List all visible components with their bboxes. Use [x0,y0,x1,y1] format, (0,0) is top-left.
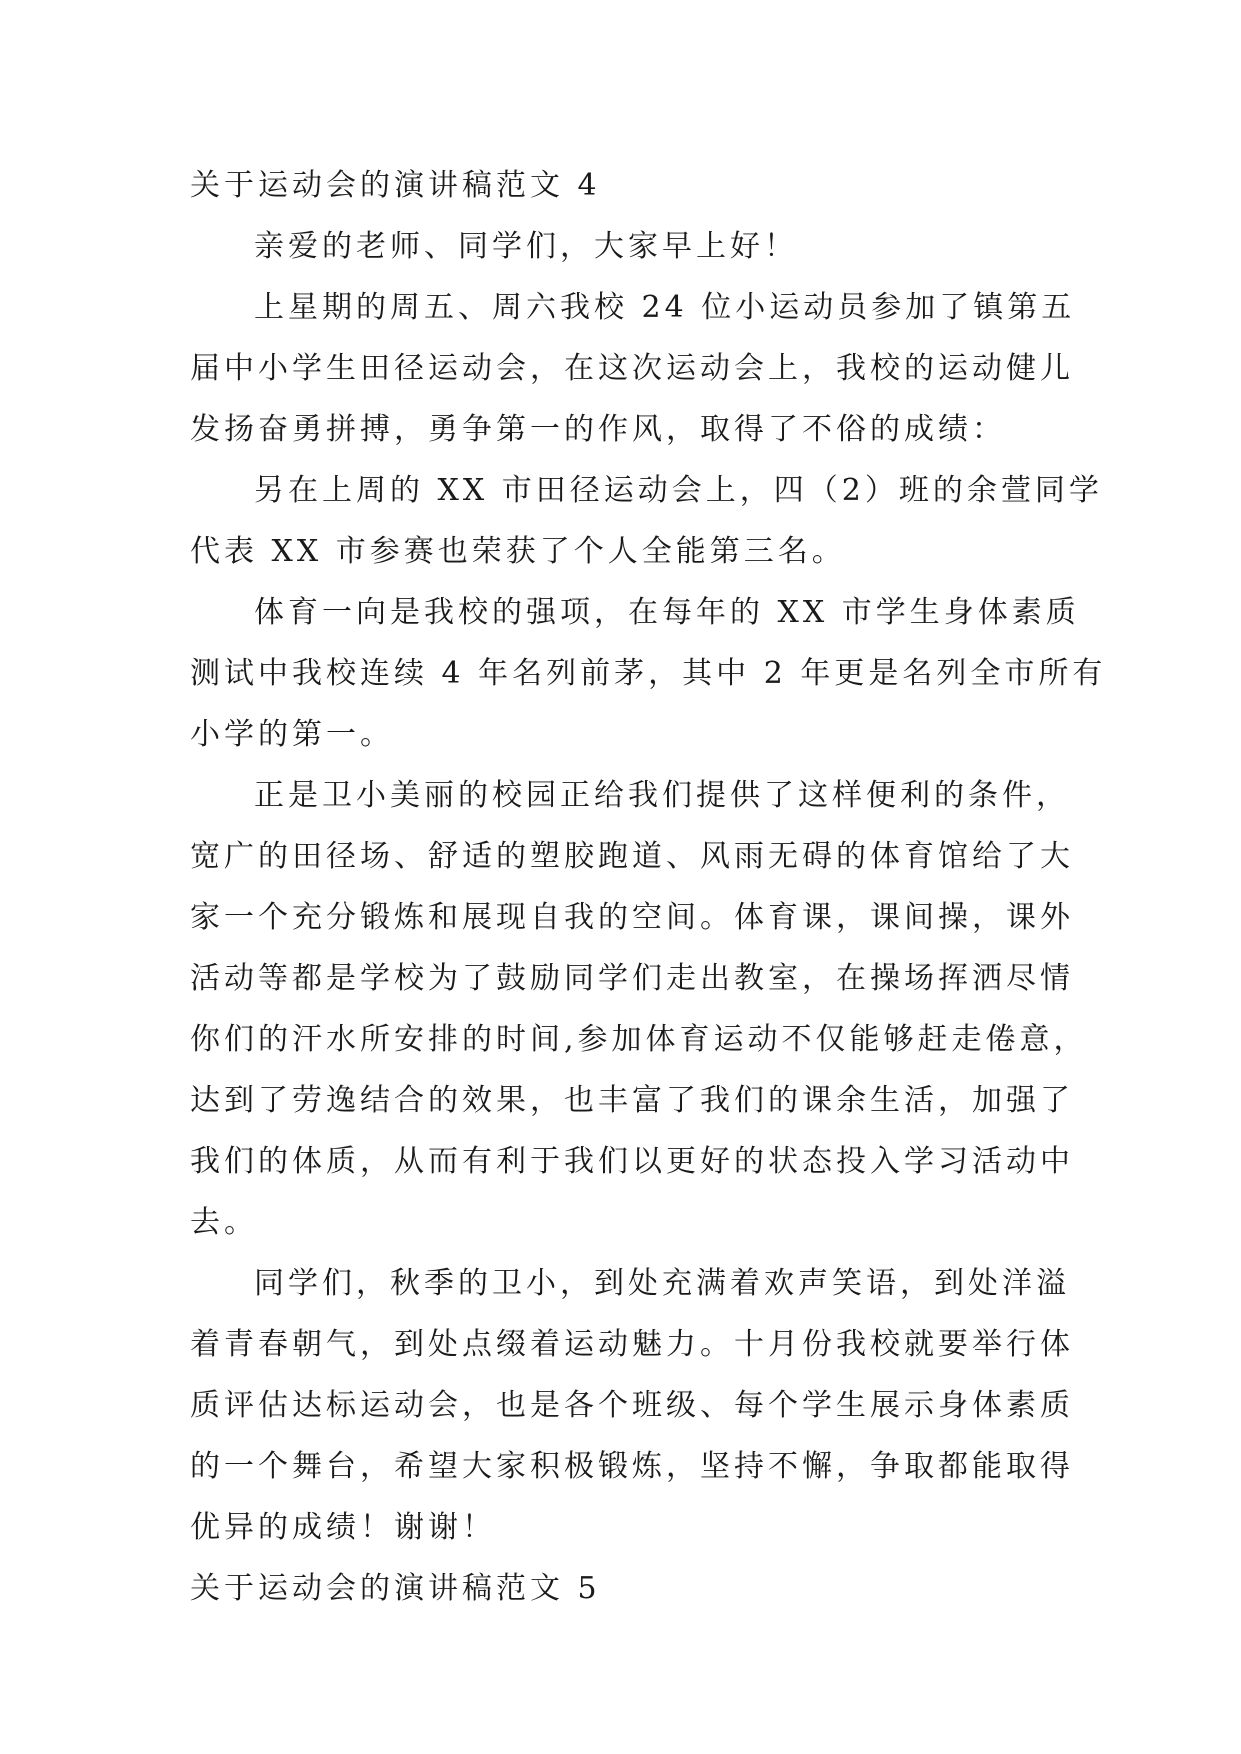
paragraph-line: 上星期的周五、周六我校 24 位小运动员参加了镇第五 [254,290,1076,325]
paragraph-line: 发扬奋勇拼搏，勇争第一的作风，取得了不俗的成绩： [190,412,1006,447]
paragraph-line: 代表 XX 市参赛也荣获了个人全能第三名。 [190,534,846,569]
paragraph-line: 达到了劳逸结合的效果，也丰富了我们的课余生活，加强了 [190,1083,1074,1118]
paragraph-line: 着青春朝气，到处点缀着运动魅力。十月份我校就要举行体 [190,1327,1074,1362]
paragraph-line: 的一个舞台，希望大家积极锻炼，坚持不懈，争取都能取得 [190,1449,1074,1484]
paragraph-line: 活动等都是学校为了鼓励同学们走出教室，在操场挥洒尽情 [190,961,1074,996]
paragraph-line: 去。 [190,1205,258,1240]
paragraph-line: 小学的第一。 [190,717,394,752]
paragraph-line: 届中小学生田径运动会，在这次运动会上，我校的运动健儿 [190,351,1074,386]
document-body [190,155,1107,1619]
paragraph-line: 另在上周的 XX 市田径运动会上，四（2）班的余萱同学 [254,473,1103,508]
paragraph-line: 体育一向是我校的强项，在每年的 XX 市学生身体素质 [254,595,1080,630]
paragraph-line: 优异的成绩！谢谢！ [190,1510,496,1545]
heading-essay-4: 关于运动会的演讲稿范文 4 [190,168,601,203]
paragraph-line: 家一个充分锻炼和展现自我的空间。体育课，课间操，课外 [190,900,1074,935]
paragraph-line: 亲爱的老师、同学们，大家早上好！ [254,229,798,264]
paragraph-line: 正是卫小美丽的校园正给我们提供了这样便利的条件， [254,778,1070,813]
paragraph-line: 宽广的田径场、舒适的塑胶跑道、风雨无碍的体育馆给了大 [190,839,1074,874]
paragraph-line: 同学们，秋季的卫小，到处充满着欢声笑语，到处洋溢 [254,1266,1070,1301]
heading-essay-5: 关于运动会的演讲稿范文 5 [190,1571,601,1606]
paragraph-line: 测试中我校连续 4 年名列前茅，其中 2 年更是名列全市所有 [190,656,1107,691]
paragraph-line: 质评估达标运动会，也是各个班级、每个学生展示身体素质 [190,1388,1074,1423]
paragraph-line: 你们的汗水所安排的时间,参加体育运动不仅能够赶走倦意， [190,1022,1088,1057]
paragraph-line: 我们的体质，从而有利于我们以更好的状态投入学习活动中 [190,1144,1074,1179]
